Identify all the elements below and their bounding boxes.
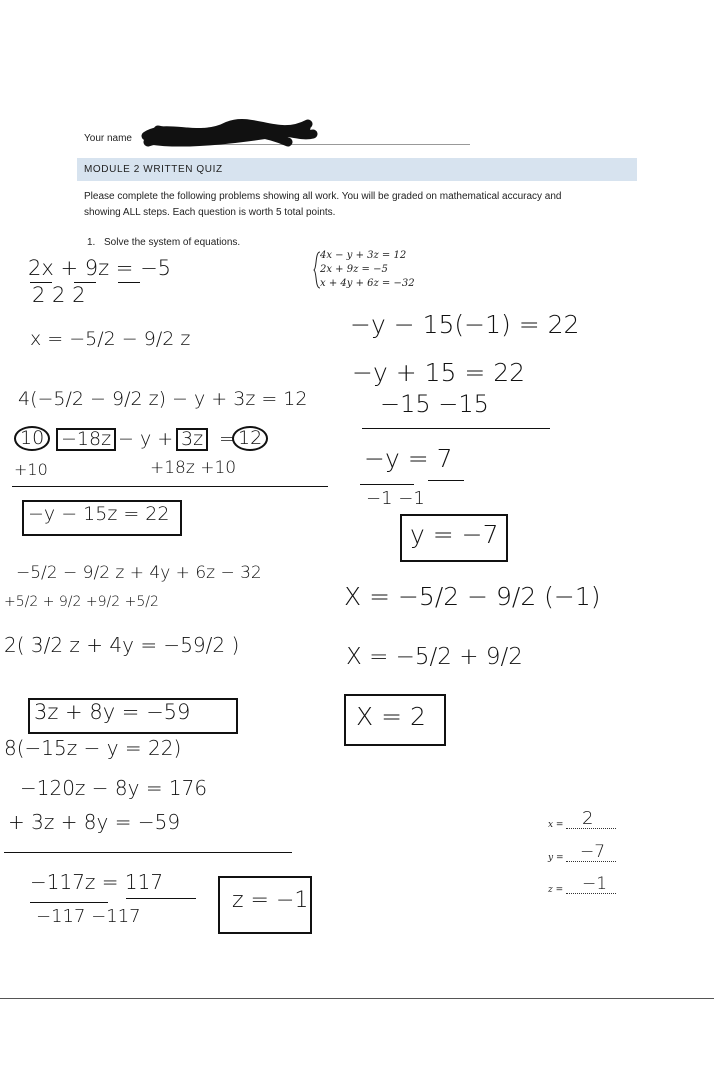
work-left-11: 8(−15z − y = 22) xyxy=(4,736,182,760)
fraction-bar xyxy=(428,480,464,481)
question-number: 1. xyxy=(87,237,96,248)
instructions-line-2: showing ALL steps. Each question is worth 5 total points. xyxy=(84,207,336,218)
work-left-14c: z = −1 xyxy=(232,888,309,913)
work-left-4-circled-12: 12 xyxy=(232,426,268,451)
answer-z-value: −1 xyxy=(582,874,608,894)
work-left-3: 4(−5/2 − 9/2 z) − y + 3z = 12 xyxy=(18,388,308,410)
work-left-6: −y − 15z = 22 xyxy=(28,503,170,525)
work-left-5a: +10 xyxy=(14,460,48,479)
work-left-14a: −117z = 117 xyxy=(30,870,164,894)
work-right-5: −1 −1 xyxy=(366,488,425,509)
answer-x-label: x = xyxy=(548,820,564,830)
work-left-5b: +18z +10 xyxy=(150,458,237,478)
fraction-bar xyxy=(30,902,108,903)
work-divider xyxy=(362,428,550,429)
quiz-title: MODULE 2 WRITTEN QUIZ xyxy=(84,164,223,175)
fraction-bar xyxy=(118,282,140,283)
work-divider xyxy=(12,486,328,487)
fraction-bar xyxy=(360,484,414,485)
instructions-line-1: Please complete the following problems showing all work. You will be graded on mathematical accuracy and xyxy=(84,191,562,202)
equation-3: x + 4y + 6z = −32 xyxy=(320,278,415,289)
work-left-4-boxed-3z: 3z xyxy=(176,428,208,451)
work-left-4-equals: = xyxy=(219,428,235,450)
work-left-10: 3z + 8y = −59 xyxy=(34,700,191,724)
quiz-title-banner xyxy=(77,158,637,181)
work-right-2: −y + 15 = 22 xyxy=(352,358,526,387)
fraction-bar xyxy=(126,898,196,899)
work-right-7: X = −5/2 − 9/2 (−1) xyxy=(344,582,601,611)
work-left-13: + 3z + 8y = −59 xyxy=(8,810,181,834)
work-right-1: −y − 15(−1) = 22 xyxy=(350,310,580,339)
work-left-9: 2( 3/2 z + 4y = −59/2 ) xyxy=(4,633,240,657)
work-left-4-circled-10: 10 xyxy=(14,426,50,451)
equation-2: 2x + 9z = −5 xyxy=(320,264,388,275)
work-left-4-boxed-term: −18z xyxy=(56,428,116,451)
work-left-1: 2x + 9z = −5 xyxy=(28,256,172,280)
redaction-scribble xyxy=(138,112,318,154)
work-right-9: X = 2 xyxy=(356,702,426,731)
work-right-8: X = −5/2 + 9/2 xyxy=(346,644,523,670)
name-label: Your name xyxy=(84,133,132,144)
work-right-4: −y = 7 xyxy=(364,444,453,473)
question-text: Solve the system of equations. xyxy=(104,237,241,248)
answer-x-value: 2 xyxy=(582,808,594,829)
work-left-7: −5/2 − 9/2 z + 4y + 6z − 32 xyxy=(16,563,262,583)
work-left-2: x = −5/2 − 9/2 z xyxy=(30,328,191,350)
page-bottom-edge xyxy=(0,998,714,999)
work-left-12: −120z − 8y = 176 xyxy=(20,776,208,800)
answer-y-label: y = xyxy=(548,853,564,863)
work-left-1-denominators: 2 2 2 xyxy=(32,283,86,307)
answer-y-value: −7 xyxy=(580,842,606,862)
work-right-6: y = −7 xyxy=(410,520,499,549)
answer-z-label: z = xyxy=(548,885,564,895)
work-divider xyxy=(4,852,292,853)
work-left-14b: −117 −117 xyxy=(36,906,141,927)
work-left-4-middle: − y + xyxy=(118,428,174,450)
equation-1: 4x − y + 3z = 12 xyxy=(320,250,407,261)
work-left-8: +5/2 + 9/2 +9/2 +5/2 xyxy=(4,594,159,610)
work-right-3: −15 −15 xyxy=(380,390,489,418)
